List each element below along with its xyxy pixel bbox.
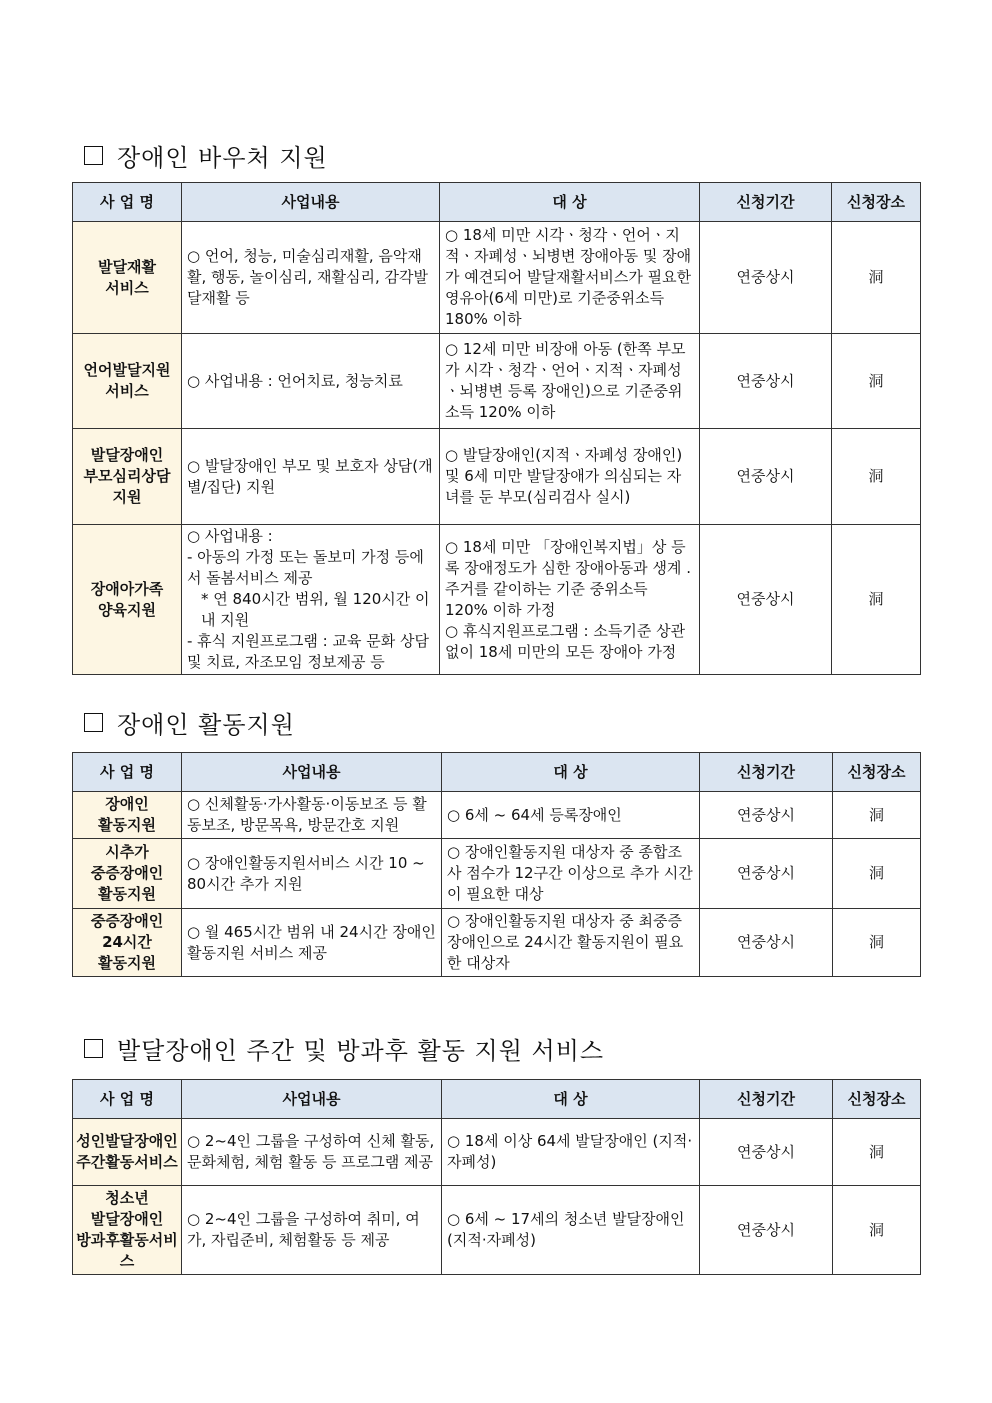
application-period: 연중상시	[700, 222, 832, 334]
section-title	[72, 1028, 920, 1068]
text-line: ○ 월 465시간 범위 내 24시간 장애인 활동지원 서비스 제공	[187, 922, 436, 962]
program-target	[440, 334, 700, 429]
header-period: 신청기간	[700, 1080, 833, 1119]
application-place: 洞	[833, 1186, 921, 1275]
program-target	[440, 222, 700, 334]
program-name: 언어발달지원 서비스	[73, 334, 182, 429]
header-place: 신청장소	[832, 183, 921, 222]
text-line: ○ 2~4인 그룹을 구성하여 취미, 여가, 자립준비, 체험활동 등 제공	[187, 1210, 420, 1249]
header-target: 대 상	[442, 1080, 700, 1119]
text-line: ○ 사업내용 :	[187, 527, 273, 545]
program-content	[182, 839, 442, 909]
application-period: 연중상시	[700, 525, 832, 675]
application-place: 洞	[832, 525, 921, 675]
header-name: 사 업 명	[73, 753, 182, 792]
section-title-text: 장애인 바우처 지원	[117, 143, 328, 172]
text-line: ○ 발달장애인 부모 및 보호자 상담(개별/집단) 지원	[187, 456, 433, 496]
program-name: 청소년 발달장애인 방과후활동서비스	[73, 1186, 182, 1275]
program-content	[182, 222, 440, 334]
program-content	[182, 334, 440, 429]
application-place: 洞	[832, 429, 921, 525]
application-period: 연중상시	[700, 1119, 833, 1186]
text-line: ○ 장애인활동지원서비스 시간 10 ~ 80시간 추가 지원	[187, 853, 425, 893]
text-line: ○ 6세 ~ 17세의 청소년 발달장애인 (지적·자폐성)	[447, 1210, 685, 1249]
application-place: 洞	[832, 334, 921, 429]
table-row	[73, 334, 921, 429]
program-target	[442, 792, 700, 839]
program-target	[442, 1119, 700, 1186]
header-content: 사업내용	[182, 1080, 442, 1119]
section-title-text: 장애인 활동지원	[117, 710, 295, 739]
header-period: 신청기간	[700, 183, 832, 222]
text-line: ○ 휴식지원프로그램 : 소득기준 상관 없이 18세 미만의 모든 장애아 가정	[445, 621, 686, 661]
checkbox-icon	[84, 146, 103, 165]
text-line: * 연 840시간 범위, 월 120시간 이내 지원	[201, 590, 430, 629]
application-period: 연중상시	[700, 792, 833, 839]
header-content: 사업내용	[182, 753, 442, 792]
application-period: 연중상시	[700, 1186, 833, 1275]
program-name: 중증장애인 24시간 활동지원	[73, 909, 182, 977]
section-title	[72, 135, 920, 175]
application-place: 洞	[832, 222, 921, 334]
application-place: 洞	[833, 1119, 921, 1186]
text-line: ○ 6세 ~ 64세 등록장애인	[447, 805, 622, 824]
application-place: 洞	[833, 909, 921, 977]
table-row	[73, 792, 921, 839]
table-row	[73, 222, 921, 334]
header-target: 대 상	[440, 183, 700, 222]
application-period: 연중상시	[700, 909, 833, 977]
text-line: ○ 2~4인 그룹을 구성하여 신체 활동, 문화체험, 체험 활동 등 프로그램 제공	[187, 1132, 435, 1171]
program-name: 발달장애인 부모심리상담 지원	[73, 429, 182, 525]
section-voucher	[72, 135, 920, 675]
text-line: - 휴식 지원프로그램 : 교육 문화 상담 및 치료, 자조모임 정보제공 등	[187, 632, 429, 671]
header-target: 대 상	[442, 753, 700, 792]
table-row	[73, 1119, 921, 1186]
activity-table	[72, 752, 921, 977]
section-title	[72, 702, 920, 742]
application-period: 연중상시	[700, 429, 832, 525]
program-name: 시추가 중증장애인 활동지원	[73, 839, 182, 909]
text-line: ○ 장애인활동지원 대상자 중 최중증 장애인으로 24시간 활동지원이 필요한 대상자	[447, 912, 684, 972]
text-line: ○ 사업내용 : 언어치료, 청능치료	[187, 371, 403, 390]
table-row	[73, 909, 921, 977]
text-line: - 아동의 가정 또는 돌보미 가정 등에서 돌봄서비스 제공	[187, 548, 424, 587]
program-target	[442, 1186, 700, 1275]
voucher-table	[72, 182, 921, 675]
program-content	[182, 909, 442, 977]
text-line: ○ 장애인활동지원 대상자 중 종합조사 점수가 12구간 이상으로 추가 시간이 필요한 대상	[447, 843, 693, 903]
table-row	[73, 429, 921, 525]
table-header-row	[73, 1080, 921, 1119]
text-line: ○ 신체활동·가사활동·이동보조 등 활동보조, 방문목욕, 방문간호 지원	[187, 795, 427, 834]
text-line: ○ 발달장애인(지적ㆍ자폐성 장애인) 및 6세 미만 발달장애가 의심되는 자녀를 둔 부모(심리검사 실시)	[445, 446, 683, 506]
program-target	[442, 839, 700, 909]
text-line: ○ 18세 미만 시각ㆍ청각ㆍ언어ㆍ지적ㆍ자폐성ㆍ뇌병변 장애아동 및 장애가 예견되어 발달재활서비스가 필요한 영유아(6세 미만)로 기준중위소득 180% 이하	[445, 226, 692, 328]
checkbox-icon	[84, 713, 103, 732]
header-name: 사 업 명	[73, 183, 182, 222]
section-daytime	[72, 1028, 920, 1275]
program-content	[182, 429, 440, 525]
program-target	[440, 429, 700, 525]
table-row	[73, 525, 921, 675]
header-period: 신청기간	[700, 753, 833, 792]
program-name: 성인발달장애인 주간활동서비스	[73, 1119, 182, 1186]
program-name: 장애인 활동지원	[73, 792, 182, 839]
text-line: ○ 12세 미만 비장애 아동 (한쪽 부모가 시각ㆍ청각ㆍ언어ㆍ지적ㆍ자폐성ㆍ뇌병변 등록 장애인)으로 기준중위소득 120% 이하	[445, 340, 686, 421]
program-name: 장애아가족 양육지원	[73, 525, 182, 675]
program-content	[182, 1119, 442, 1186]
daytime-table	[72, 1079, 921, 1275]
checkbox-icon	[84, 1039, 103, 1058]
header-place: 신청장소	[833, 753, 921, 792]
text-line: ○ 18세 미만 「장애인복지법」상 등록 장애정도가 심한 장애아동과 생계 . 주거를 같이하는 기준 중위소득 120% 이하 가정	[445, 537, 691, 619]
table-row	[73, 1186, 921, 1275]
application-place: 洞	[833, 839, 921, 909]
table-row	[73, 839, 921, 909]
text-line: ○ 18세 이상 64세 발달장애인 (지적·자폐성)	[447, 1132, 693, 1171]
application-period: 연중상시	[700, 839, 833, 909]
program-content	[182, 525, 440, 675]
application-period: 연중상시	[700, 334, 832, 429]
program-target	[442, 909, 700, 977]
section-activity	[72, 702, 920, 977]
table-header-row	[73, 753, 921, 792]
section-title-text: 발달장애인 주간 및 방과후 활동 지원 서비스	[117, 1036, 605, 1065]
header-place: 신청장소	[833, 1080, 921, 1119]
program-content	[182, 792, 442, 839]
program-target	[440, 525, 700, 675]
program-content	[182, 1186, 442, 1275]
table-header-row	[73, 183, 921, 222]
program-name: 발달재활 서비스	[73, 222, 182, 334]
text-line: ○ 언어, 청능, 미술심리재활, 음악재활, 행동, 놀이심리, 재활심리, 감각발달재활 등	[187, 247, 429, 307]
header-content: 사업내용	[182, 183, 440, 222]
header-name: 사 업 명	[73, 1080, 182, 1119]
application-place: 洞	[833, 792, 921, 839]
